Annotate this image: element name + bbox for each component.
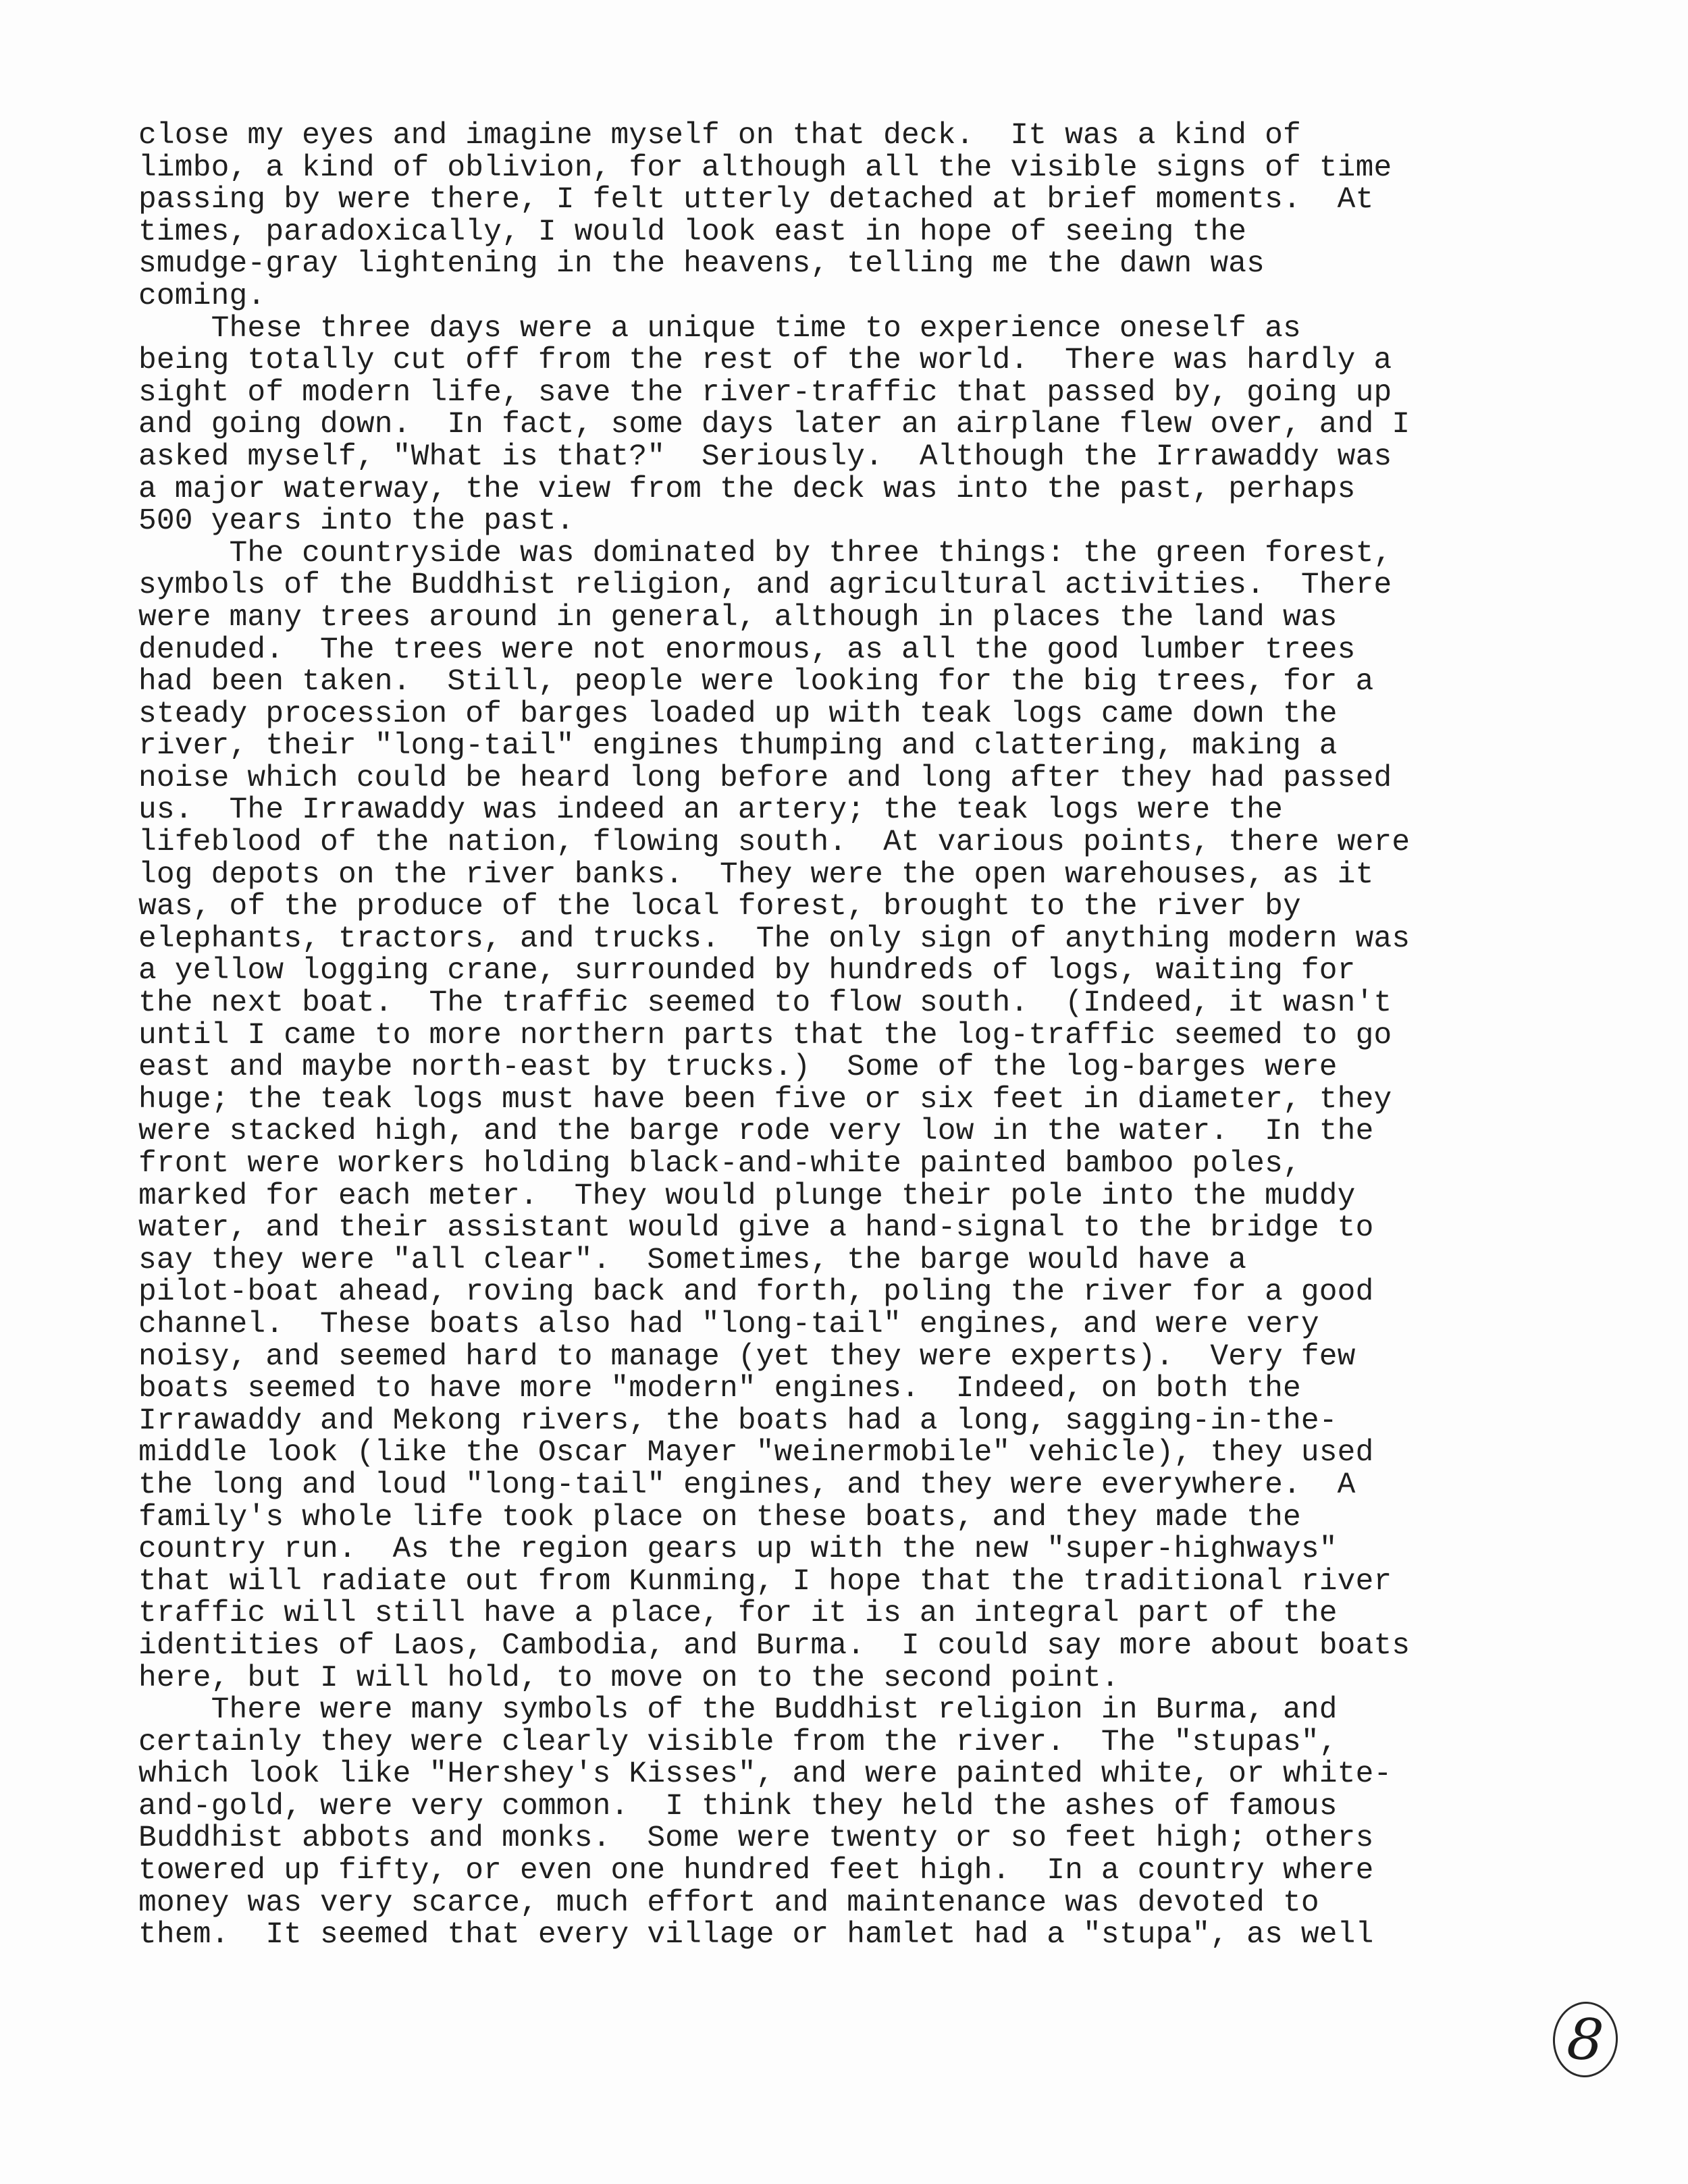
text-line: times, paradoxically, I would look east in hope of seeing the	[138, 215, 1247, 249]
text-line: country run. As the region gears up with the new "super-highways"	[138, 1533, 1338, 1567]
text-line: noisy, and seemed hard to manage (yet they were experts). Very few	[138, 1339, 1356, 1374]
text-line: 500 years into the past.	[138, 504, 575, 539]
text-line: log depots on the river banks. They were the open warehouses, as it	[138, 857, 1374, 892]
text-line: lifeblood of the nation, flowing south. At various points, there were	[138, 826, 1410, 860]
text-line: huge; the teak logs must have been five or six feet in diameter, they	[138, 1082, 1392, 1117]
text-line: coming.	[138, 279, 266, 313]
text-line: Buddhist abbots and monks. Some were twenty or so feet high; others	[138, 1821, 1374, 1856]
text-line: traffic will still have a place, for it is an integral part of the	[138, 1597, 1338, 1631]
text-line: smudge-gray lightening in the heavens, telling me the dawn was	[138, 247, 1265, 282]
text-line: were stacked high, and the barge rode very low in the water. In the	[138, 1115, 1374, 1149]
text-line: them. It seemed that every village or hamlet had a "stupa", as well	[138, 1918, 1374, 1952]
text-line: here, but I will hold, to move on to the second point.	[138, 1661, 1119, 1695]
text-line: middle look (like the Oscar Mayer "weinermobile" vehicle), they used	[138, 1436, 1374, 1470]
text-line: sight of modern life, save the river-traffic that passed by, going up	[138, 375, 1392, 410]
text-line: There were many symbols of the Buddhist religion in Burma, and	[138, 1693, 1338, 1728]
text-line: was, of the produce of the local forest, brought to the river by	[138, 890, 1301, 924]
text-line: denuded. The trees were not enormous, as all the good lumber trees	[138, 633, 1356, 667]
text-line: passing by were there, I felt utterly detached at brief moments. At	[138, 183, 1374, 217]
text-line: asked myself, "What is that?" Seriously. Although the Irrawaddy was	[138, 440, 1392, 474]
text-line: front were workers holding black-and-white painted bamboo poles,	[138, 1147, 1301, 1181]
text-line: a major waterway, the view from the deck was into the past, perhaps	[138, 472, 1356, 506]
text-line: us. The Irrawaddy was indeed an artery; the teak logs were the	[138, 793, 1283, 828]
text-line: had been taken. Still, people were looking for the big trees, for a	[138, 665, 1374, 699]
text-line: say they were "all clear". Sometimes, the barge would have a	[138, 1243, 1247, 1277]
text-line: the long and loud "long-tail" engines, and they were everywhere. A	[138, 1468, 1356, 1502]
text-line: and going down. In fact, some days later an airplane flew over, and I	[138, 408, 1410, 442]
text-line: water, and their assistant would give a hand-signal to the bridge to	[138, 1211, 1374, 1246]
text-line: certainly they were clearly visible from the river. The "stupas",	[138, 1725, 1338, 1759]
text-line: limbo, a kind of oblivion, for although all the visible signs of time	[138, 151, 1392, 185]
text-line: channel. These boats also had "long-tail" engines, and were very	[138, 1307, 1319, 1341]
text-line: close my eyes and imagine myself on that deck. It was a kind of	[138, 119, 1301, 153]
text-line: elephants, tractors, and trucks. The only sign of anything modern was	[138, 922, 1410, 956]
page-number: 8	[1550, 2000, 1620, 2079]
text-line: family's whole life took place on these boats, and they made the	[138, 1500, 1301, 1535]
text-line: being totally cut off from the rest of the world. There was hardly a	[138, 344, 1392, 378]
text-line: a yellow logging crane, surrounded by hundreds of logs, waiting for	[138, 954, 1356, 988]
text-line: steady procession of barges loaded up with teak logs came down the	[138, 697, 1338, 731]
text-line: identities of Laos, Cambodia, and Burma. I could say more about boats	[138, 1628, 1410, 1663]
text-line: until I came to more northern parts that the log-traffic seemed to go	[138, 1018, 1392, 1053]
text-line: Irrawaddy and Mekong rivers, the boats had a long, sagging-in-the-	[138, 1404, 1338, 1438]
text-line: the next boat. The traffic seemed to flow south. (Indeed, it wasn't	[138, 986, 1392, 1021]
body-text	[138, 120, 1570, 1952]
text-line: The countryside was dominated by three things: the green forest,	[138, 536, 1392, 570]
text-line: which look like "Hershey's Kisses", and were painted white, or white-	[138, 1757, 1392, 1792]
text-line: east and maybe north-east by trucks.) Some of the log-barges were	[138, 1050, 1338, 1085]
text-line: noise which could be heard long before and long after they had passed	[138, 761, 1392, 795]
text-line: were many trees around in general, although in places the land was	[138, 600, 1338, 635]
text-line: These three days were a unique time to experience oneself as	[138, 311, 1301, 346]
text-line: that will radiate out from Kunming, I hope that the traditional river	[138, 1564, 1392, 1599]
text-line: symbols of the Buddhist religion, and agricultural activities. There	[138, 568, 1392, 603]
text-line: boats seemed to have more "modern" engines. Indeed, on both the	[138, 1372, 1301, 1406]
text-line: towered up fifty, or even one hundred feet high. In a country where	[138, 1854, 1374, 1888]
text-line: marked for each meter. They would plunge their pole into the muddy	[138, 1179, 1356, 1213]
text-line: and-gold, were very common. I think they held the ashes of famous	[138, 1789, 1338, 1823]
text-line: river, their "long-tail" engines thumping and clattering, making a	[138, 729, 1338, 764]
text-line: money was very scarce, much effort and maintenance was devoted to	[138, 1886, 1319, 1920]
text-line: pilot-boat ahead, roving back and forth, poling the river for a good	[138, 1275, 1374, 1310]
